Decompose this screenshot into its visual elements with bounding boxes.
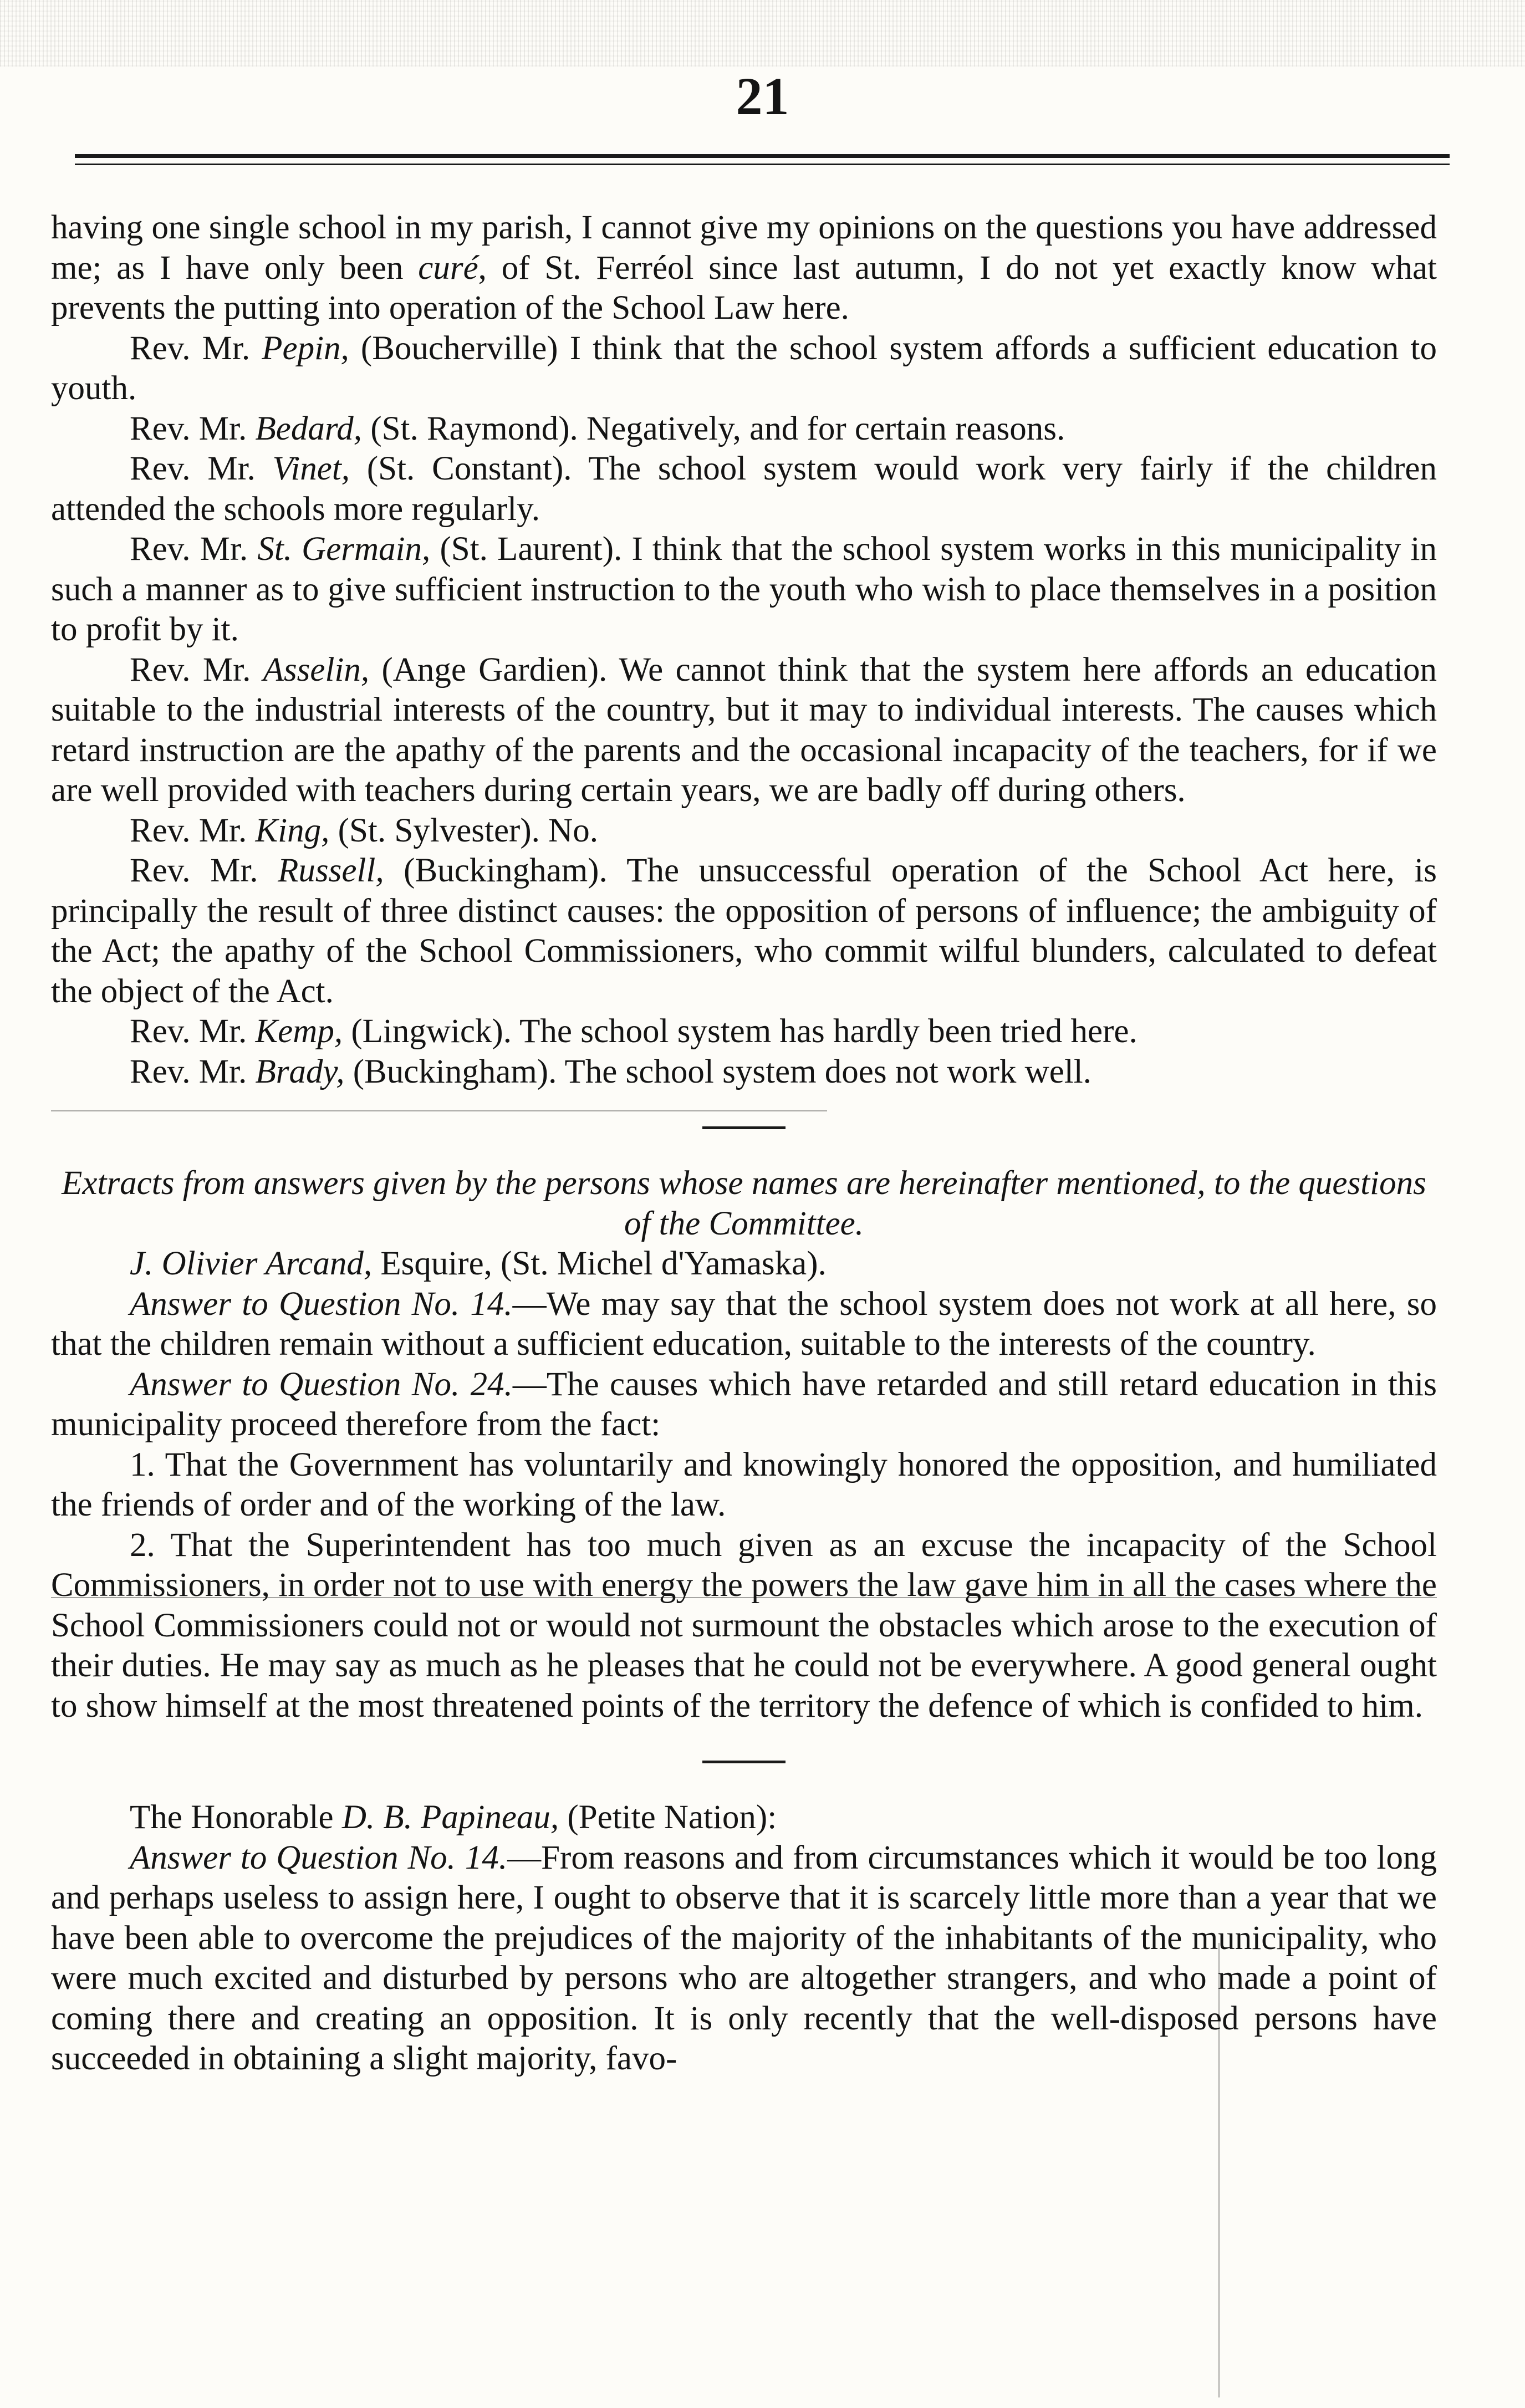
scan-noise	[0, 0, 1525, 67]
answer-paragraph: Answer to Question No. 14.—From reasons and from circumstances which it would be too long and perhaps useless to assign here, I ought to observe that it is scarcely little more than a year that we have been able to overcome the prejudices of the majority of the inhabitants of the municipality, who were much excited and disturbed by persons who are altogether strangers, and who made a point of coming there and creating an opposition. It is only recently that the well-disposed persons have succeeded in obtaining a slight majority, favo-	[51, 1839, 1437, 2077]
respondent-name: J. Olivier Arcand, Esquire, (St. Michel d'Yamaska).	[130, 1245, 827, 1282]
respondent-entry: Rev. Mr. Pepin, (Boucherville) I think that the school system affords a sufficient education to youth.	[51, 329, 1437, 407]
respondent-name: The Honorable D. B. Papineau, (Petite Nation):	[130, 1799, 777, 1836]
answer-paragraph: Answer to Question No. 24.—The causes which have retarded and still retard education in this municipality proceed therefore from the fact:	[51, 1365, 1437, 1443]
respondent-entry: Rev. Mr. St. Germain, (St. Laurent). I think that the school system works in this municipality in such a manner as to give sufficient instruction to the youth who wish to place themselves in a position to profit by it.	[51, 530, 1437, 648]
respondent-entry: Rev. Mr. Kemp, (Lingwick). The school system has hardly been tried here.	[130, 1013, 1138, 1050]
respondent-entry: Rev. Mr. Russell, (Buckingham). The unsuccessful operation of the School Act here, is principally the result of three distinct causes: the opposition of persons of influence; the ambiguity of the Act; the apathy of the School Commissioners, who commit wilful blunders, calculated to defeat the object of the Act.	[51, 852, 1437, 1010]
respondent-entry: Rev. Mr. Brady, (Buckingham). The school system does not work well.	[130, 1053, 1092, 1090]
page-body	[51, 208, 1437, 2079]
respondent-entry: Rev. Mr. Bedard, (St. Raymond). Negatively, and for certain reasons.	[130, 410, 1065, 447]
answer-point: 1. That the Government has voluntarily and knowingly honored the opposition, and humiliated the friends of order and of the working of the law.	[51, 1446, 1437, 1523]
page-number: 21	[736, 67, 789, 126]
answer-paragraph: Answer to Question No. 14.—We may say that the school system does not work at all here, so that the children remain without a sufficient education, suitable to the interests of the country.	[51, 1285, 1437, 1363]
section-heading: Extracts from answers given by the persons whose names are hereinafter mentioned, to the questions of the Committee.	[62, 1165, 1426, 1242]
header-rule	[75, 154, 1450, 165]
respondent-entry: Rev. Mr. King, (St. Sylvester). No.	[130, 812, 598, 849]
section1-intro: having one single school in my parish, I cannot give my opinions on the questions you have addressed me; as I have only been curé, of St. Ferréol since last autumn, I do not yet exactly know what prevents the putting into operation of the School Law here.	[51, 209, 1437, 326]
respondent-entry: Rev. Mr. Vinet, (St. Constant). The school system would work very fairly if the children attended the schools more regularly.	[51, 450, 1437, 528]
answer-point: 2. That the Superintendent has too much given as an excuse the incapacity of the School Commissioners, in order not to use with energy the powers the law gave him in all the cases where the School Commissioners could not or would not surmount the obstacles which arose to the execution of their duties. He may say as much as he pleases that he could not be everywhere. A good general ought to show himself at the most threatened points of the territory the defence of which is confided to him.	[51, 1526, 1437, 1725]
respondent-entry: Rev. Mr. Asselin, (Ange Gardien). We cannot think that the system here affords an education suitable to the industrial interests of the country, but it may to individual interests. The causes which retard instruction are the apathy of the parents and the occasional incapacity of the teachers, for if we are well provided with teachers during certain years, we are badly off during others.	[51, 651, 1437, 809]
